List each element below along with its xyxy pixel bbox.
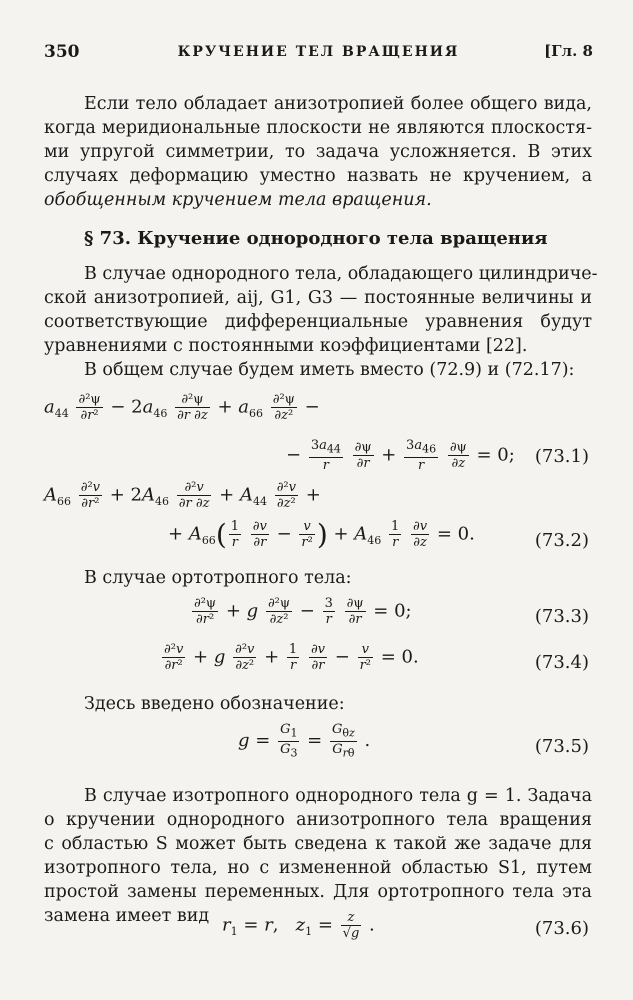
paragraph-homogeneous — [44, 262, 598, 358]
page-header — [44, 42, 593, 64]
text-line: с областью S может быть сведена к такой же задаче для — [44, 834, 592, 854]
equation-73-5: g = $\frac{G_1}{G_3}$ = $\frac{G_{\theta z}}{G_{r\theta}}$ . — [238, 722, 371, 760]
equation-number: (73.2) — [534, 530, 589, 551]
text-line: В общем случае будем иметь вместо (72.9) и (72.17): — [84, 360, 575, 380]
paragraph-isotropic — [44, 784, 592, 928]
equation-73-3: $\frac{\text{∂²ψ}}{\text{∂r²}}$ + g $\frac{\text{∂²ψ}}{\text{∂z²}}$ − $\frac{3}{r}$ $\frac{\partial\psi}{\partial r}$ = 0; — [194, 596, 412, 627]
text-line: Если тело обладает анизотропией более общего вида, — [84, 94, 592, 114]
text-line: обобщенным кручением тела вращения. — [44, 190, 432, 210]
equation-73-6: $r_1 = r$, $z_1$ = $\frac{z}{√g}$ . — [222, 910, 375, 941]
text-line: Здесь введено обозначение: — [84, 694, 345, 714]
text-line: о кручении однородного анизотропного тела вращения — [44, 810, 592, 830]
running-title: КРУЧЕНИЕ ТЕЛ ВРАЩЕНИЯ — [177, 44, 460, 60]
paragraph-general-case — [44, 358, 592, 382]
intro-paragraph — [44, 92, 592, 212]
equation-number: (73.4) — [534, 652, 589, 673]
equation-73-2-line1: $A_{66}$ $\frac{\text{∂²v}}{\text{∂r²}}$ + $2A_{46}$ $\frac{\text{∂²v}}{\partial r \partial z}$ + $A_{44}$ $\frac{\text{∂²v}}{\text{∂z²}}$ + — [44, 480, 321, 511]
text-line: замена имеет вид — [44, 906, 210, 926]
page-number: 350 — [44, 42, 80, 62]
text-line: В случае ортотропного тела: — [84, 568, 352, 588]
equation-73-4: $\frac{\text{∂²v}}{\text{∂r²}}$ + g $\frac{\text{∂²v}}{\text{∂z²}}$ + $\frac{1}{r}$ $\frac{\partial v}{\partial r}$ − $\frac{v}{\text{r²}}$ = 0. — [164, 642, 419, 673]
text-line: В случае однородного тела, обладающего цилиндриче- — [84, 264, 598, 284]
equation-number: (73.3) — [534, 606, 589, 627]
text-line: уравнениями с постоянными коэффициентами [22]. — [44, 336, 528, 356]
equation-73-1-line2: − $\frac{3a_{44}}{r}$ $\frac{\partial\psi}{\partial r}$ + $\frac{3a_{46}}{r}$ $\frac{\partial\psi}{\partial z}$ = 0; — [286, 438, 515, 473]
equation-number: (73.1) — [534, 446, 589, 467]
section-heading: § 73. Кручение однородного тела вращения — [84, 228, 548, 249]
text-line: В случае изотропного однородного тела g = 1. Задача — [84, 786, 592, 806]
text-line: изотропного тела, но с измененной областью S1, путем — [44, 858, 592, 878]
text-line: случаях деформацию уместно назвать не кручением, а — [44, 166, 592, 186]
text-line: ской анизотропией, aij, G1, G3 — постоянные величины и — [44, 288, 592, 308]
equation-number: (73.5) — [534, 736, 589, 757]
equation-number: (73.6) — [534, 918, 589, 939]
text-line: ми упругой симметрии, то задача усложняется. В этих — [44, 142, 592, 162]
text-line: когда меридиональные плоскости не являются плоскостя- — [44, 118, 592, 138]
equation-73-2-line2: + $A_{66}$( $\frac{1}{r}$ $\frac{\partial v}{\partial r}$ − $\frac{v}{\text{r²}}$ ) + $A_{46}$ $\frac{1}{r}$ $\frac{\partial v}{\partial z}$ = 0. — [168, 518, 475, 551]
equation-73-1-line1: $a_{44}$ $\frac{\text{∂²ψ}}{\text{∂r²}}$ − $2a_{46}$ $\frac{\text{∂²ψ}}{\partial r \partial z}$ + $a_{66}$ $\frac{\text{∂²ψ}}{\text{∂z²}}$ − — [44, 392, 320, 423]
chapter-label: [Гл. 8 — [544, 42, 593, 60]
paragraph-orthotropic — [44, 566, 592, 590]
paragraph-notation — [44, 692, 592, 716]
text-line: соответствующие дифференциальные уравнения будут — [44, 312, 592, 332]
text-line: простой замены переменных. Для ортотропного тела эта — [44, 882, 592, 902]
